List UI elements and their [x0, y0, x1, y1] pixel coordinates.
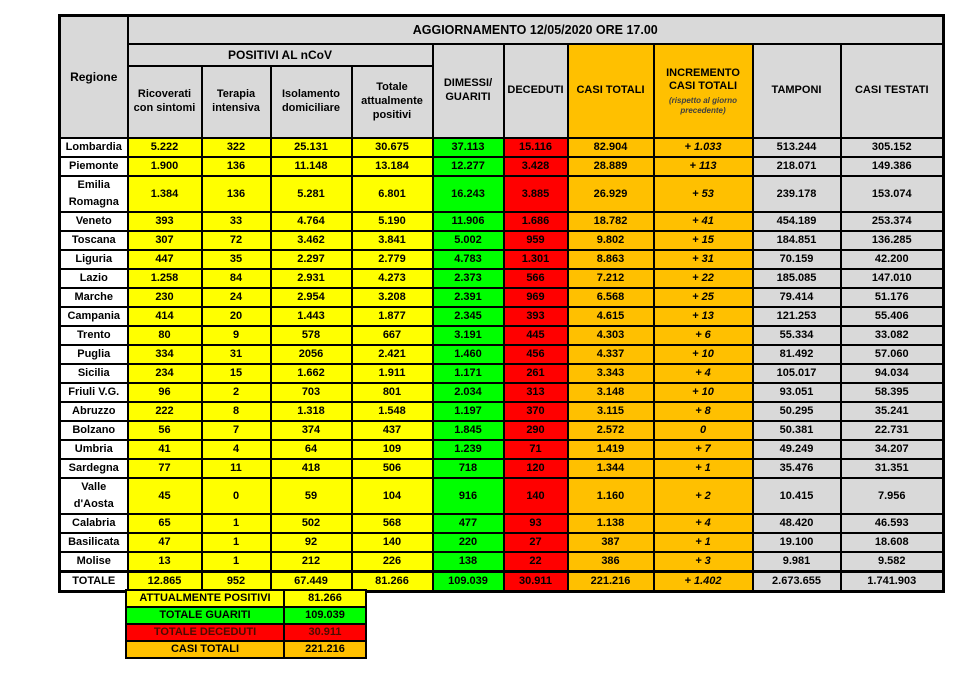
value-cell: 81.492 — [753, 345, 841, 364]
value-cell: 48.420 — [753, 514, 841, 533]
value-cell: 1.686 — [504, 212, 568, 231]
value-cell: 31.351 — [841, 459, 944, 478]
value-cell: 506 — [352, 459, 433, 478]
value-cell: 566 — [504, 269, 568, 288]
value-cell: 916 — [433, 478, 504, 514]
value-cell: 47 — [128, 533, 202, 552]
value-cell: 1.662 — [271, 364, 352, 383]
col-header-dimessi-guariti: DIMESSI/ GUARITI — [433, 44, 504, 138]
value-cell: 0 — [202, 478, 271, 514]
value-cell: 16.243 — [433, 176, 504, 212]
header-row-update — [60, 16, 944, 45]
value-cell: 35.241 — [841, 402, 944, 421]
value-cell: 70.159 — [753, 250, 841, 269]
incremento-header-note: (rispetto al giorno precedente) — [669, 96, 737, 115]
value-cell: 969 — [504, 288, 568, 307]
col-header-totale-positivi: Totale attualmente positivi — [352, 66, 433, 138]
value-cell: 15 — [202, 364, 271, 383]
value-cell: 59 — [271, 478, 352, 514]
table-row — [60, 478, 944, 514]
value-cell: 2.931 — [271, 269, 352, 288]
value-cell: 1.911 — [352, 364, 433, 383]
value-cell: + 41 — [654, 212, 753, 231]
value-cell: 121.253 — [753, 307, 841, 326]
value-cell: 3.208 — [352, 288, 433, 307]
value-cell: 109.039 — [433, 572, 504, 592]
col-header-casi-testati: CASI TESTATI — [841, 44, 944, 138]
value-cell: 1 — [202, 552, 271, 572]
table-row — [60, 307, 944, 326]
header-row-groups — [60, 44, 944, 66]
value-cell: 1.877 — [352, 307, 433, 326]
value-cell: 959 — [504, 231, 568, 250]
region-name-cell: TOTALE — [60, 572, 128, 592]
region-name-cell: Campania — [60, 307, 128, 326]
incremento-header-label: INCREMENTO CASI TOTALI — [666, 66, 740, 93]
summary-label: CASI TOTALI — [126, 641, 284, 658]
value-cell: 3.343 — [568, 364, 654, 383]
value-cell: 4 — [202, 440, 271, 459]
value-cell: 22 — [504, 552, 568, 572]
value-cell: 185.085 — [753, 269, 841, 288]
value-cell: 8 — [202, 402, 271, 421]
value-cell: 26.929 — [568, 176, 654, 212]
value-cell: + 6 — [654, 326, 753, 345]
value-cell: 220 — [433, 533, 504, 552]
value-cell: 11.148 — [271, 157, 352, 176]
value-cell: 1.258 — [128, 269, 202, 288]
value-cell: 5.281 — [271, 176, 352, 212]
table-row — [60, 459, 944, 478]
value-cell: 30.675 — [352, 138, 433, 157]
value-cell: 79.414 — [753, 288, 841, 307]
table-row — [60, 326, 944, 345]
col-header-terapia: Terapia intensiva — [202, 66, 271, 138]
value-cell: 25.131 — [271, 138, 352, 157]
value-cell: 4.337 — [568, 345, 654, 364]
value-cell: 4.764 — [271, 212, 352, 231]
summary-table — [125, 589, 367, 659]
table-row — [60, 176, 944, 212]
value-cell: 55.334 — [753, 326, 841, 345]
value-cell: 136 — [202, 157, 271, 176]
value-cell: 13.184 — [352, 157, 433, 176]
value-cell: 477 — [433, 514, 504, 533]
summary-row — [126, 624, 366, 641]
value-cell: 65 — [128, 514, 202, 533]
value-cell: 64 — [271, 440, 352, 459]
value-cell: 239.178 — [753, 176, 841, 212]
value-cell: 226 — [352, 552, 433, 572]
value-cell: 2.345 — [433, 307, 504, 326]
table-row — [60, 345, 944, 364]
value-cell: 56 — [128, 421, 202, 440]
value-cell: 374 — [271, 421, 352, 440]
value-cell: 2.034 — [433, 383, 504, 402]
region-name-cell: Piemonte — [60, 157, 128, 176]
value-cell: 2056 — [271, 345, 352, 364]
value-cell: 93.051 — [753, 383, 841, 402]
value-cell: + 53 — [654, 176, 753, 212]
value-cell: 33.082 — [841, 326, 944, 345]
value-cell: 234 — [128, 364, 202, 383]
value-cell: + 113 — [654, 157, 753, 176]
value-cell: 3.462 — [271, 231, 352, 250]
region-name-cell: Trento — [60, 326, 128, 345]
value-cell: 10.415 — [753, 478, 841, 514]
value-cell: 46.593 — [841, 514, 944, 533]
col-header-isolamento: Isolamento domiciliare — [271, 66, 352, 138]
value-cell: 7 — [202, 421, 271, 440]
region-name-cell: Emilia Romagna — [60, 176, 128, 212]
region-name-cell: Sardegna — [60, 459, 128, 478]
value-cell: 77 — [128, 459, 202, 478]
value-cell: + 3 — [654, 552, 753, 572]
value-cell: + 8 — [654, 402, 753, 421]
summary-value: 81.266 — [284, 590, 366, 607]
table-row — [60, 440, 944, 459]
value-cell: 71 — [504, 440, 568, 459]
value-cell: 42.200 — [841, 250, 944, 269]
col-header-casi-totali: CASI TOTALI — [568, 44, 654, 138]
value-cell: 4.273 — [352, 269, 433, 288]
value-cell: 50.381 — [753, 421, 841, 440]
value-cell: 96 — [128, 383, 202, 402]
value-cell: 138 — [433, 552, 504, 572]
region-name-cell: Friuli V.G. — [60, 383, 128, 402]
value-cell: 5.222 — [128, 138, 202, 157]
value-cell: 147.010 — [841, 269, 944, 288]
value-cell: + 13 — [654, 307, 753, 326]
value-cell: 50.295 — [753, 402, 841, 421]
value-cell: 1.741.903 — [841, 572, 944, 592]
value-cell: 253.374 — [841, 212, 944, 231]
value-cell: 1 — [202, 514, 271, 533]
value-cell: 45 — [128, 478, 202, 514]
value-cell: 12.865 — [128, 572, 202, 592]
value-cell: 20 — [202, 307, 271, 326]
value-cell: 84 — [202, 269, 271, 288]
value-cell: 703 — [271, 383, 352, 402]
value-cell: 502 — [271, 514, 352, 533]
value-cell: 11 — [202, 459, 271, 478]
value-cell: 6.801 — [352, 176, 433, 212]
value-cell: 34.207 — [841, 440, 944, 459]
region-name-cell: Liguria — [60, 250, 128, 269]
value-cell: 2 — [202, 383, 271, 402]
value-cell: 35 — [202, 250, 271, 269]
value-cell: 58.395 — [841, 383, 944, 402]
value-cell: 55.406 — [841, 307, 944, 326]
summary-label: TOTALE GUARITI — [126, 607, 284, 624]
value-cell: 9 — [202, 326, 271, 345]
value-cell: 1.197 — [433, 402, 504, 421]
table-row — [60, 288, 944, 307]
value-cell: + 25 — [654, 288, 753, 307]
value-cell: 3.885 — [504, 176, 568, 212]
summary-value: 30.911 — [284, 624, 366, 641]
table-row — [60, 383, 944, 402]
region-name-cell: Basilicata — [60, 533, 128, 552]
value-cell: 9.582 — [841, 552, 944, 572]
value-cell: 80 — [128, 326, 202, 345]
value-cell: 18.782 — [568, 212, 654, 231]
value-cell: 2.297 — [271, 250, 352, 269]
table-row — [60, 212, 944, 231]
value-cell: 13 — [128, 552, 202, 572]
table-row — [60, 138, 944, 157]
value-cell: 418 — [271, 459, 352, 478]
value-cell: 261 — [504, 364, 568, 383]
summary-rows — [126, 590, 366, 658]
value-cell: 456 — [504, 345, 568, 364]
value-cell: 72 — [202, 231, 271, 250]
value-cell: 393 — [504, 307, 568, 326]
summary-row — [126, 590, 366, 607]
value-cell: 12.277 — [433, 157, 504, 176]
value-cell: 41 — [128, 440, 202, 459]
summary-label: ATTUALMENTE POSITIVI — [126, 590, 284, 607]
value-cell: 93 — [504, 514, 568, 533]
value-cell: 307 — [128, 231, 202, 250]
value-cell: + 10 — [654, 383, 753, 402]
value-cell: + 2 — [654, 478, 753, 514]
value-cell: 92 — [271, 533, 352, 552]
value-cell: 387 — [568, 533, 654, 552]
value-cell: 35.476 — [753, 459, 841, 478]
positivi-group-header: POSITIVI AL nCoV — [128, 44, 433, 66]
value-cell: 952 — [202, 572, 271, 592]
value-cell: 136.285 — [841, 231, 944, 250]
value-cell: 218.071 — [753, 157, 841, 176]
value-cell: 1.384 — [128, 176, 202, 212]
value-cell: 51.176 — [841, 288, 944, 307]
region-name-cell: Umbria — [60, 440, 128, 459]
value-cell: 290 — [504, 421, 568, 440]
table-row — [60, 269, 944, 288]
summary-value: 109.039 — [284, 607, 366, 624]
region-name-cell: Abruzzo — [60, 402, 128, 421]
region-name-cell: Molise — [60, 552, 128, 572]
value-cell: 2.391 — [433, 288, 504, 307]
value-cell: 31 — [202, 345, 271, 364]
value-cell: 414 — [128, 307, 202, 326]
value-cell: 445 — [504, 326, 568, 345]
value-cell: 3.148 — [568, 383, 654, 402]
region-rows — [60, 138, 944, 592]
covid-region-table — [58, 14, 945, 593]
value-cell: 22.731 — [841, 421, 944, 440]
value-cell: 2.572 — [568, 421, 654, 440]
value-cell: 718 — [433, 459, 504, 478]
value-cell: 140 — [352, 533, 433, 552]
value-cell: 120 — [504, 459, 568, 478]
value-cell: 11.906 — [433, 212, 504, 231]
value-cell: 5.190 — [352, 212, 433, 231]
update-header: AGGIORNAMENTO 12/05/2020 ORE 17.00 — [128, 16, 944, 45]
value-cell: 1.443 — [271, 307, 352, 326]
summary-label: TOTALE DECEDUTI — [126, 624, 284, 641]
value-cell: 9.981 — [753, 552, 841, 572]
value-cell: 5.002 — [433, 231, 504, 250]
value-cell: + 1.033 — [654, 138, 753, 157]
value-cell: 1 — [202, 533, 271, 552]
value-cell: 1.301 — [504, 250, 568, 269]
table-row — [60, 421, 944, 440]
region-name-cell: Veneto — [60, 212, 128, 231]
value-cell: 1.900 — [128, 157, 202, 176]
value-cell: 8.863 — [568, 250, 654, 269]
value-cell: 222 — [128, 402, 202, 421]
value-cell: 67.449 — [271, 572, 352, 592]
summary-value: 221.216 — [284, 641, 366, 658]
value-cell: 153.074 — [841, 176, 944, 212]
value-cell: 1.460 — [433, 345, 504, 364]
value-cell: 370 — [504, 402, 568, 421]
value-cell: 9.802 — [568, 231, 654, 250]
region-name-cell: Lombardia — [60, 138, 128, 157]
value-cell: 221.216 — [568, 572, 654, 592]
value-cell: + 4 — [654, 514, 753, 533]
value-cell: + 15 — [654, 231, 753, 250]
value-cell: 7.956 — [841, 478, 944, 514]
value-cell: 2.421 — [352, 345, 433, 364]
value-cell: 105.017 — [753, 364, 841, 383]
region-name-cell: Sicilia — [60, 364, 128, 383]
value-cell: 1.138 — [568, 514, 654, 533]
value-cell: 81.266 — [352, 572, 433, 592]
region-column-header: Regione — [60, 16, 128, 139]
value-cell: 578 — [271, 326, 352, 345]
value-cell: 2.373 — [433, 269, 504, 288]
value-cell: 94.034 — [841, 364, 944, 383]
value-cell: 230 — [128, 288, 202, 307]
value-cell: 334 — [128, 345, 202, 364]
region-name-cell: Calabria — [60, 514, 128, 533]
value-cell: 109 — [352, 440, 433, 459]
table-row — [60, 402, 944, 421]
value-cell: 513.244 — [753, 138, 841, 157]
value-cell: 18.608 — [841, 533, 944, 552]
value-cell: 313 — [504, 383, 568, 402]
value-cell: + 31 — [654, 250, 753, 269]
summary-row — [126, 641, 366, 658]
value-cell: 2.779 — [352, 250, 433, 269]
summary-row — [126, 607, 366, 624]
value-cell: 4.783 — [433, 250, 504, 269]
value-cell: 184.851 — [753, 231, 841, 250]
region-name-cell: Marche — [60, 288, 128, 307]
region-name-cell: Puglia — [60, 345, 128, 364]
value-cell: 3.191 — [433, 326, 504, 345]
value-cell: 27 — [504, 533, 568, 552]
value-cell: 15.116 — [504, 138, 568, 157]
col-header-ricoverati: Ricoverati con sintomi — [128, 66, 202, 138]
value-cell: 305.152 — [841, 138, 944, 157]
value-cell: 57.060 — [841, 345, 944, 364]
value-cell: 0 — [654, 421, 753, 440]
value-cell: 136 — [202, 176, 271, 212]
value-cell: + 1.402 — [654, 572, 753, 592]
value-cell: 1.419 — [568, 440, 654, 459]
value-cell: + 10 — [654, 345, 753, 364]
region-name-cell: Toscana — [60, 231, 128, 250]
value-cell: 30.911 — [504, 572, 568, 592]
value-cell: 1.548 — [352, 402, 433, 421]
value-cell: 28.889 — [568, 157, 654, 176]
value-cell: 568 — [352, 514, 433, 533]
table-row — [60, 364, 944, 383]
value-cell: 24 — [202, 288, 271, 307]
region-name-cell: Valle d'Aosta — [60, 478, 128, 514]
value-cell: 447 — [128, 250, 202, 269]
value-cell: 801 — [352, 383, 433, 402]
col-header-incremento — [654, 44, 753, 138]
value-cell: 49.249 — [753, 440, 841, 459]
region-name-cell: Bolzano — [60, 421, 128, 440]
value-cell: 212 — [271, 552, 352, 572]
value-cell: 33 — [202, 212, 271, 231]
value-cell: + 7 — [654, 440, 753, 459]
value-cell: 82.904 — [568, 138, 654, 157]
value-cell: 37.113 — [433, 138, 504, 157]
value-cell: 1.171 — [433, 364, 504, 383]
value-cell: 667 — [352, 326, 433, 345]
value-cell: 2.954 — [271, 288, 352, 307]
value-cell: 3.428 — [504, 157, 568, 176]
value-cell: 3.115 — [568, 402, 654, 421]
table-row — [60, 552, 944, 572]
value-cell: 7.212 — [568, 269, 654, 288]
value-cell: 1.344 — [568, 459, 654, 478]
value-cell: + 1 — [654, 459, 753, 478]
region-name-cell: Lazio — [60, 269, 128, 288]
col-header-tamponi: TAMPONI — [753, 44, 841, 138]
table-row — [60, 231, 944, 250]
table-row — [60, 533, 944, 552]
value-cell: + 22 — [654, 269, 753, 288]
value-cell: 393 — [128, 212, 202, 231]
value-cell: 19.100 — [753, 533, 841, 552]
table-row — [60, 514, 944, 533]
value-cell: 104 — [352, 478, 433, 514]
value-cell: 322 — [202, 138, 271, 157]
value-cell: 386 — [568, 552, 654, 572]
value-cell: 1.845 — [433, 421, 504, 440]
table-row — [60, 250, 944, 269]
value-cell: 4.303 — [568, 326, 654, 345]
value-cell: 149.386 — [841, 157, 944, 176]
table-row — [60, 157, 944, 176]
value-cell: 1.318 — [271, 402, 352, 421]
value-cell: 3.841 — [352, 231, 433, 250]
value-cell: 140 — [504, 478, 568, 514]
value-cell: 1.160 — [568, 478, 654, 514]
value-cell: + 1 — [654, 533, 753, 552]
value-cell: 2.673.655 — [753, 572, 841, 592]
value-cell: 437 — [352, 421, 433, 440]
value-cell: + 4 — [654, 364, 753, 383]
value-cell: 454.189 — [753, 212, 841, 231]
col-header-deceduti: DECEDUTI — [504, 44, 568, 138]
value-cell: 6.568 — [568, 288, 654, 307]
value-cell: 4.615 — [568, 307, 654, 326]
value-cell: 1.239 — [433, 440, 504, 459]
